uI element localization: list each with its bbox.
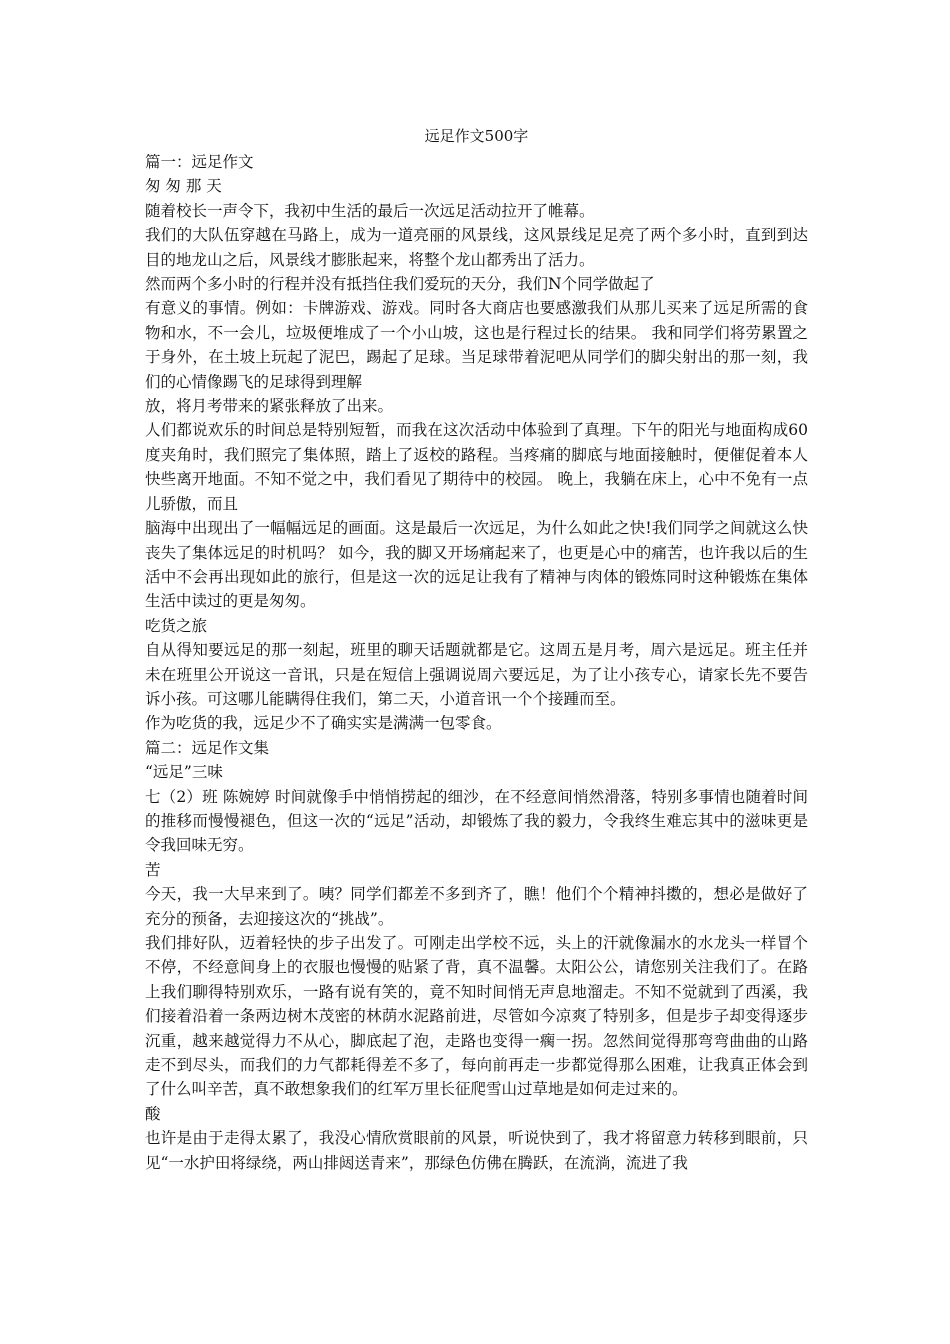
paragraph: 我们的大队伍穿越在马路上，成为一道亮丽的风景线，这风景线足足亮了两个多小时，直到到达目的地龙山之后，风景线才膨胀起来，将整个龙山都秀出了活力。 — [145, 226, 808, 269]
paragraph: 今天，我一大早来到了。咦？同学们都差不多到齐了，瞧！他们个个精神抖擞的，想必是做好了充分的预备，去迎接这次的“挑战”。 — [145, 885, 808, 928]
paragraph: 作为吃货的我，远足少不了确实实是满满一包零食。 — [145, 714, 502, 733]
paragraph: “远足”三味 — [145, 763, 223, 782]
paragraph: 酸 — [145, 1104, 161, 1123]
paragraph: 也许是由于走得太累了，我没心情欣赏眼前的风景，听说快到了，我才将留意力转移到眼前，只见“一水护田将绿绕，两山排闼送青来”，那绿色仿佛在腾跃，在流淌，流进了我 — [145, 1129, 808, 1172]
paragraph: 脑海中出现出了一幅幅远足的画面。这是最后一次远足，为什么如此之快!我们同学之间就这么快丧失了集体远足的时机吗？ 如今，我的脚又开场痛起来了，也更是心中的痛苦，也许我以后的生活中不会再出现如此的旅行，但是这一次的远足让我有了精神与肉体的锻炼同时这种锻炼在集体生活中读过的更是匆匆。 — [145, 519, 808, 611]
paragraph: 然而两个多小时的行程并没有抵挡住我们爱玩的天分，我们N个同学做起了 — [145, 275, 655, 294]
paragraph: 有意义的事情。例如：卡牌游戏、游戏。同时各大商店也要感激我们从那儿买来了远足所需的食物和水，不一会儿，垃圾便堆成了一个小山坡，这也是行程过长的结果。 我和同学们将劳累置之于身外，在土坡上玩起了泥巴，踢起了足球。当足球带着泥吧从同学们的脚尖射出的那一刻，我们的心情像踢飞的足球得到理解 — [145, 299, 808, 391]
paragraph: 随着校长一声令下，我初中生活的最后一次远足活动拉开了帷幕。 — [145, 201, 595, 220]
paragraph: 我们排好队，迈着轻快的步子出发了。可刚走出学校不远，头上的汗就像漏水的水龙头一样冒个不停，不经意间身上的衣服也慢慢的贴紧了背，真不温馨。太阳公公，请您别关注我们了。在路上我们聊得特别欢乐，一路有说有笑的，竟不知时间悄无声息地溜走。不知不觉就到了西溪，我们接着沿着一条两边树木茂密的林荫水泥路前进，尽管如今凉爽了特别多，但是步子却变得逐步沉重，越来越觉得力不从心，脚底起了泡，走路也变得一瘸一拐。忽然间觉得那弯弯曲曲的山路走不到尽头，而我们的力气都耗得差不多了，每向前再走一步都觉得那么困难，让我真正体会到了什么叫辛苦，真不敢想象我们的红军万里长征爬雪山过草地是如何走过来的。 — [145, 934, 808, 1099]
document-title: 远足作文500字 — [424, 127, 529, 145]
paragraph: 人们都说欢乐的时间总是特别短暂，而我在这次活动中体验到了真理。下午的阳光与地面构成60度夹角时，我们照完了集体照，踏上了返校的路程。当疼痛的脚底与地面接触时，便催促着本人快些离开地面。不知不觉之中，我们看见了期待中的校园。 晚上，我躺在床上，心中不免有一点儿骄傲，而且 — [145, 421, 808, 513]
paragraph: 篇一：远足作文 — [145, 153, 254, 171]
paragraph: 七（2）班 陈婉婷 时间就像手中悄悄捞起的细沙，在不经意间悄然滑落，特别多事情也随着时间的推移而慢慢褪色，但这一次的“远足”活动，却锻炼了我的毅力，令我终生难忘其中的滋味更是令我回味无穷。 — [145, 787, 808, 855]
paragraph: 自从得知要远足的那一刻起，班里的聊天话题就都是它。这周五是月考，周六是远足。班主任并未在班里公开说这一音讯，只是在短信上强调说周六要远足，为了让小孩专心，请家长先不要告诉小孩。可这哪儿能瞒得住我们，第二天，小道音讯一个个接踵而至。 — [145, 641, 808, 708]
paragraph: 匆 匆 那 天 — [145, 177, 222, 196]
paragraph: 放，将月考带来的紧张释放了出来。 — [145, 397, 394, 416]
paragraph: 吃货之旅 — [145, 616, 208, 635]
paragraph: 篇二：远足作文集 — [145, 738, 270, 757]
document-body — [145, 150, 808, 1175]
paragraph: 苦 — [145, 860, 161, 879]
